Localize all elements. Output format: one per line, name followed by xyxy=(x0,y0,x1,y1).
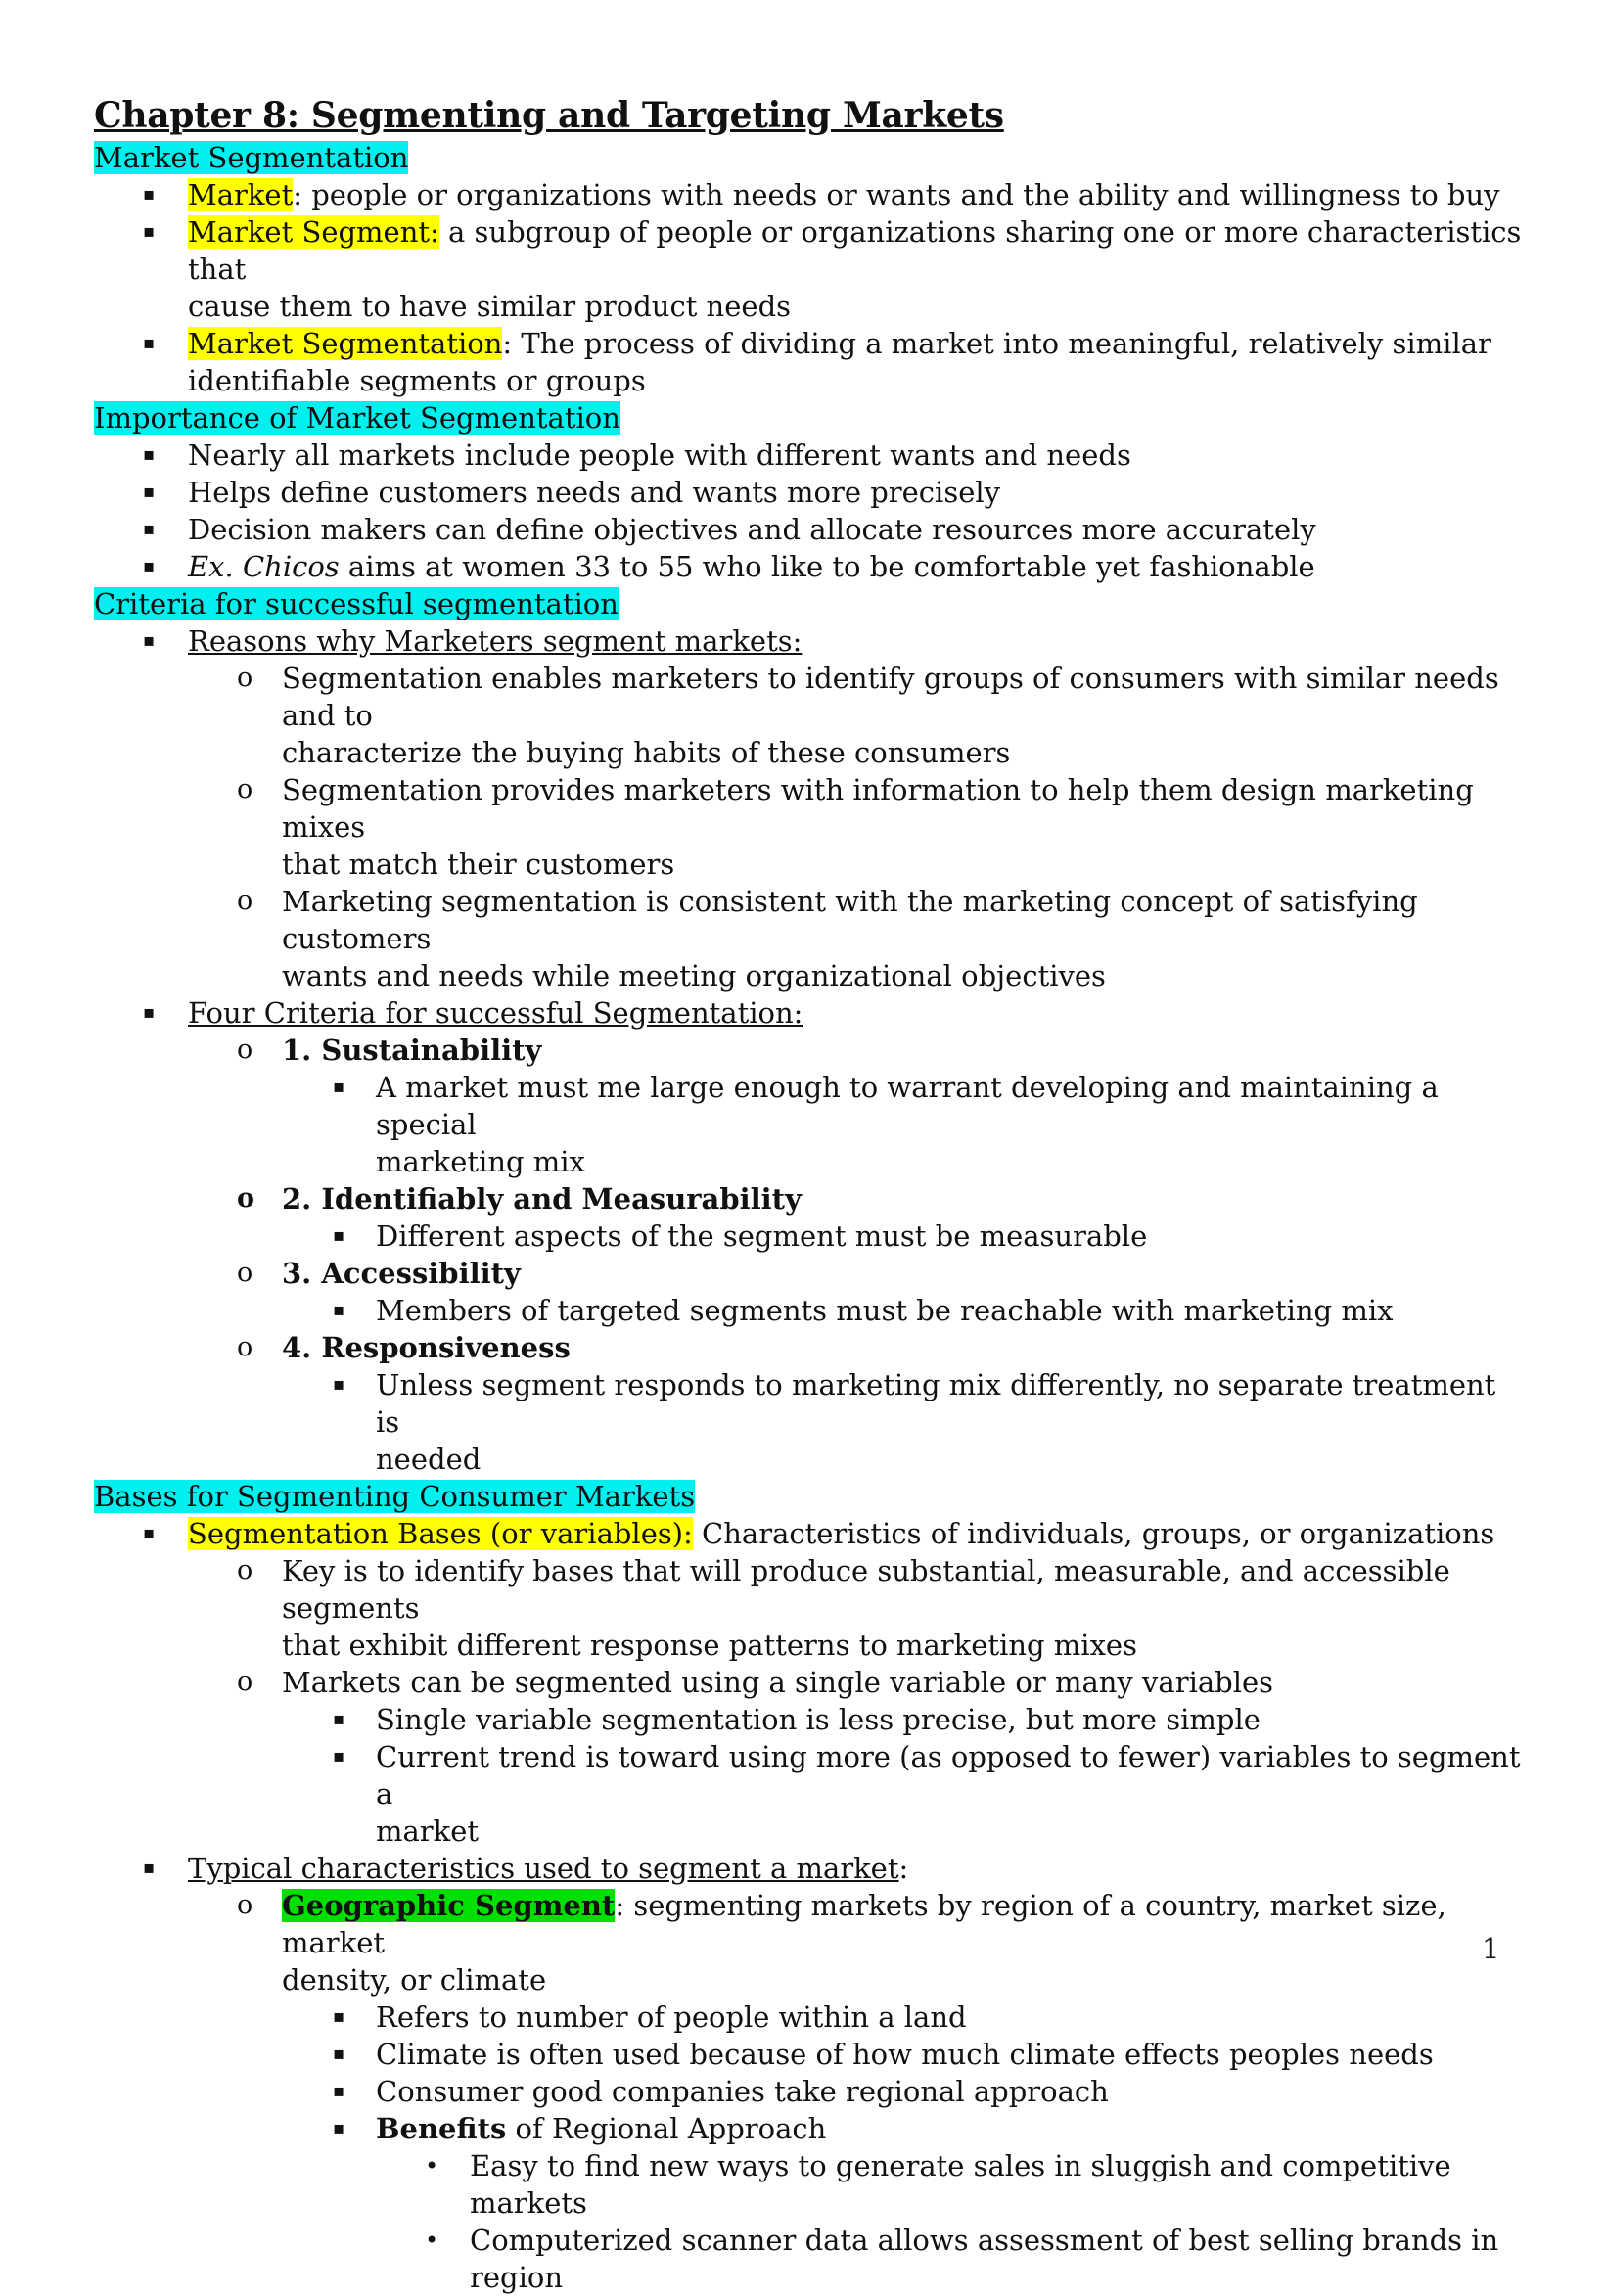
list-item: ▪ Market Segmentation: The process of dividing a market into meaningful, relatively similar identifiable segments or groups xyxy=(143,327,1491,397)
bullet-icon: o xyxy=(237,1667,253,1697)
bullet-icon: ▪ xyxy=(333,2081,345,2101)
section-heading-criteria: Criteria for successful segmentation xyxy=(94,587,619,620)
bullet-icon: • xyxy=(425,2227,439,2254)
list-item: o 1. Sustainability xyxy=(237,1033,542,1067)
term-highlight: Market xyxy=(188,178,294,211)
term-highlight: Market Segment: xyxy=(188,215,439,249)
list-item: o 3. Accessibility xyxy=(237,1257,521,1290)
bullet-icon: ▪ xyxy=(143,333,156,353)
list-item: ▪ Segmentation Bases (or variables): Characteristics of individuals, groups, or organizations xyxy=(143,1517,1495,1550)
list-item: ▪ Members of targeted segments must be reachable with marketing mix xyxy=(333,1294,1394,1327)
list-item: ▪ Consumer good companies take regional approach xyxy=(333,2075,1109,2108)
bullet-icon: ▪ xyxy=(333,2006,345,2027)
bullet-icon: o xyxy=(237,1183,255,1214)
bullet-icon: ▪ xyxy=(333,1709,345,1729)
list-item: o 4. Responsiveness xyxy=(237,1331,571,1364)
bullet-icon: • xyxy=(425,2152,439,2180)
bullet-icon: o xyxy=(237,886,253,916)
term-highlight: Market Segmentation xyxy=(188,327,503,360)
bullet-icon: ▪ xyxy=(333,1077,345,1097)
list-item: o Geographic Segment: segmenting markets by region of a country, market size, market density, or climate xyxy=(237,1889,1446,1997)
list-item: ▪ Helps define customers needs and wants more precisely xyxy=(143,476,1001,509)
list-item: ▪ Decision makers can define objectives and allocate resources more accurately xyxy=(143,513,1316,546)
bullet-icon: o xyxy=(237,1034,253,1065)
bullet-icon: ▪ xyxy=(333,1300,345,1320)
bullet-icon: o xyxy=(237,1890,253,1920)
section-heading-market-segmentation: Market Segmentation xyxy=(94,141,409,174)
list-item: ▪ Market: people or organizations with needs or wants and the ability and willingness to buy xyxy=(143,178,1500,211)
page-title: Chapter 8: Segmenting and Targeting Markets xyxy=(94,95,1004,136)
list-item: o 2. Identifiably and Measurability xyxy=(237,1182,802,1216)
document-body xyxy=(94,92,1523,2296)
list-item: o Key is to identify bases that will produce substantial, measurable, and accessible segments that exhibit different response patterns to marketing mixes xyxy=(237,1554,1450,1662)
list-item: ▪ Nearly all markets include people with different wants and needs xyxy=(143,438,1131,472)
bullet-icon: ▪ xyxy=(333,2118,345,2138)
bullet-icon: ▪ xyxy=(143,482,156,502)
bullet-icon: ▪ xyxy=(143,556,156,576)
bullet-icon: ▪ xyxy=(143,1002,156,1023)
bullet-icon: o xyxy=(237,774,253,804)
bullet-icon: ▪ xyxy=(143,1858,156,1878)
list-item: • Easy to find new ways to generate sales in sluggish and competitive markets xyxy=(425,2149,1451,2220)
list-item: ▪ Market Segment: a subgroup of people or organizations sharing one or more characteristics that cause them to have similar product needs xyxy=(143,215,1522,323)
bullet-icon: ▪ xyxy=(143,221,156,242)
bullet-icon: o xyxy=(237,1555,253,1585)
bullet-icon: ▪ xyxy=(143,519,156,539)
bullet-icon: ▪ xyxy=(333,1374,345,1395)
list-item: ▪ Ex. Chicos aims at women 33 to 55 who like to be comfortable yet fashionable xyxy=(143,550,1315,583)
list-item: ▪ Climate is often used because of how much climate effects peoples needs xyxy=(333,2038,1434,2071)
list-item: • Computerized scanner data allows assessment of best selling brands in region xyxy=(425,2224,1499,2294)
section-heading-importance: Importance of Market Segmentation xyxy=(94,401,620,435)
bullet-icon: o xyxy=(237,1332,253,1362)
list-item: ▪ Different aspects of the segment must be measurable xyxy=(333,1219,1148,1253)
list-item: ▪ Unless segment responds to marketing mix differently, no separate treatment is needed xyxy=(333,1368,1496,1476)
bullet-icon: ▪ xyxy=(143,1523,156,1543)
list-item: ▪ Single variable segmentation is less precise, but more simple xyxy=(333,1703,1261,1736)
list-item: ▪ Current trend is toward using more (as opposed to fewer) variables to segment a market xyxy=(333,1740,1521,1848)
list-item: o Segmentation provides marketers with information to help them design marketing mixes that match their customers xyxy=(237,773,1474,881)
bullet-icon: ▪ xyxy=(143,184,156,205)
bullet-icon: ▪ xyxy=(333,1746,345,1767)
list-item: ▪ Refers to number of people within a land xyxy=(333,2000,967,2034)
list-item: ▪ A market must me large enough to warrant developing and maintaining a special marketing mix xyxy=(333,1071,1439,1178)
bullet-icon: ▪ xyxy=(143,444,156,465)
bullet-icon: o xyxy=(237,1258,253,1288)
list-item: ▪ Four Criteria for successful Segmentation: xyxy=(143,996,803,1030)
bullet-icon: ▪ xyxy=(333,1225,345,1246)
bullet-icon: ▪ xyxy=(333,2043,345,2064)
list-item: ▪ Typical characteristics used to segment a market: xyxy=(143,1852,909,1885)
bullet-icon: o xyxy=(237,663,253,693)
list-item: o Marketing segmentation is consistent with the marketing concept of satisfying customers wants and needs while meeting organizational objectives xyxy=(237,885,1418,992)
page-number: 1 xyxy=(1482,1932,1500,1965)
term-highlight: Segmentation Bases (or variables): xyxy=(188,1517,693,1550)
list-item: o Segmentation enables marketers to identify groups of consumers with similar needs and to characterize the buying habits of these consumers xyxy=(237,662,1499,769)
list-item: o Markets can be segmented using a single variable or many variables xyxy=(237,1666,1274,1699)
section-heading-bases: Bases for Segmenting Consumer Markets xyxy=(94,1480,696,1513)
list-item: ▪ Reasons why Marketers segment markets: xyxy=(143,624,802,658)
bullet-icon: ▪ xyxy=(143,630,156,651)
list-item: ▪ Benefits of Regional Approach xyxy=(333,2112,827,2145)
term-highlight: Geographic Segment xyxy=(282,1889,616,1922)
